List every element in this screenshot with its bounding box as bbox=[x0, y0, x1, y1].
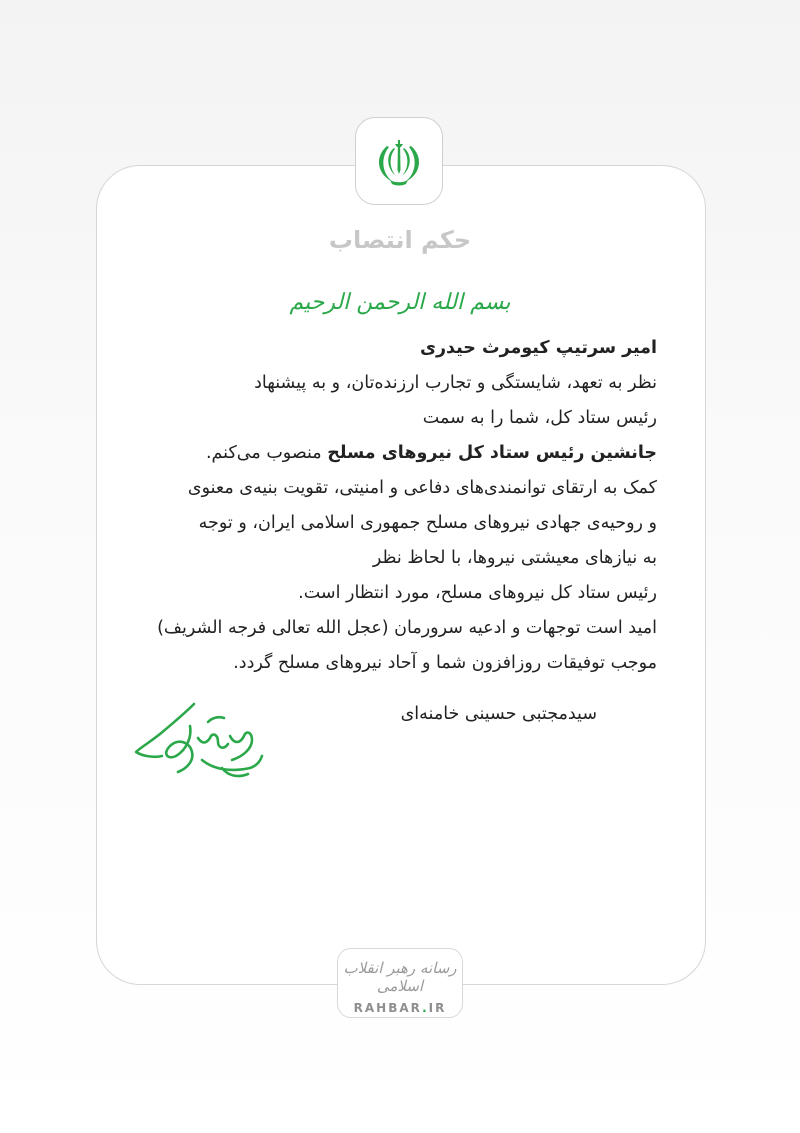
handwritten-signature-icon bbox=[132, 698, 267, 788]
body-line: امید است توجهات و ادعیه سرورمان (عجل الله تعالی فرجه الشریف) bbox=[157, 618, 657, 638]
footer-site-name bbox=[338, 1001, 462, 1015]
site-prefix: RAHBAR bbox=[353, 1001, 423, 1015]
recipient-name: امیر سرتیپ کیومرث حیدری bbox=[419, 338, 657, 358]
site-dot: . bbox=[422, 1001, 429, 1015]
body-line: موجب توفیقات روزافزون شما و آحاد نیروهای مسلح گردد. bbox=[233, 653, 657, 673]
bismillah-heading: بسم الله الرحمن الرحیم bbox=[289, 290, 511, 315]
letter-body bbox=[117, 331, 657, 681]
body-line: رئیس ستاد کل، شما را به سمت bbox=[422, 408, 657, 428]
footer-logo-script: رسانه رهبر انقلاب اسلامی bbox=[343, 959, 457, 995]
page-title: حکم انتصاب bbox=[328, 226, 472, 254]
footer-logo-box bbox=[337, 948, 463, 1018]
appointment-title: جانشین رئیس ستاد کل نیروهای مسلح bbox=[327, 443, 657, 463]
appointment-rest: منصوب می‌کنم. bbox=[205, 443, 328, 463]
body-line: رئیس ستاد کل نیروهای مسلح، مورد انتظار است. bbox=[298, 583, 657, 603]
body-line: نظر به تعهد، شایستگی و تجارب ارزنده‌تان، و به پیشنهاد bbox=[254, 373, 657, 393]
signer-name: سیدمجتبی حسینی خامنه‌ای bbox=[400, 704, 597, 724]
body-line: و روحیه‌ی جهادی نیروهای مسلح جمهوری اسلامی ایران، و توجه bbox=[198, 513, 657, 533]
site-suffix: IR bbox=[428, 1001, 447, 1015]
emblem-box bbox=[355, 117, 443, 205]
appointment-line bbox=[117, 436, 657, 471]
iran-emblem-icon bbox=[372, 134, 426, 188]
body-line: به نیازهای معیشتی نیروها، با لحاظ نظر bbox=[372, 548, 657, 568]
body-line: کمک به ارتقای توانمندی‌های دفاعی و امنیتی، تقویت بنیه‌ی معنوی bbox=[187, 478, 657, 498]
